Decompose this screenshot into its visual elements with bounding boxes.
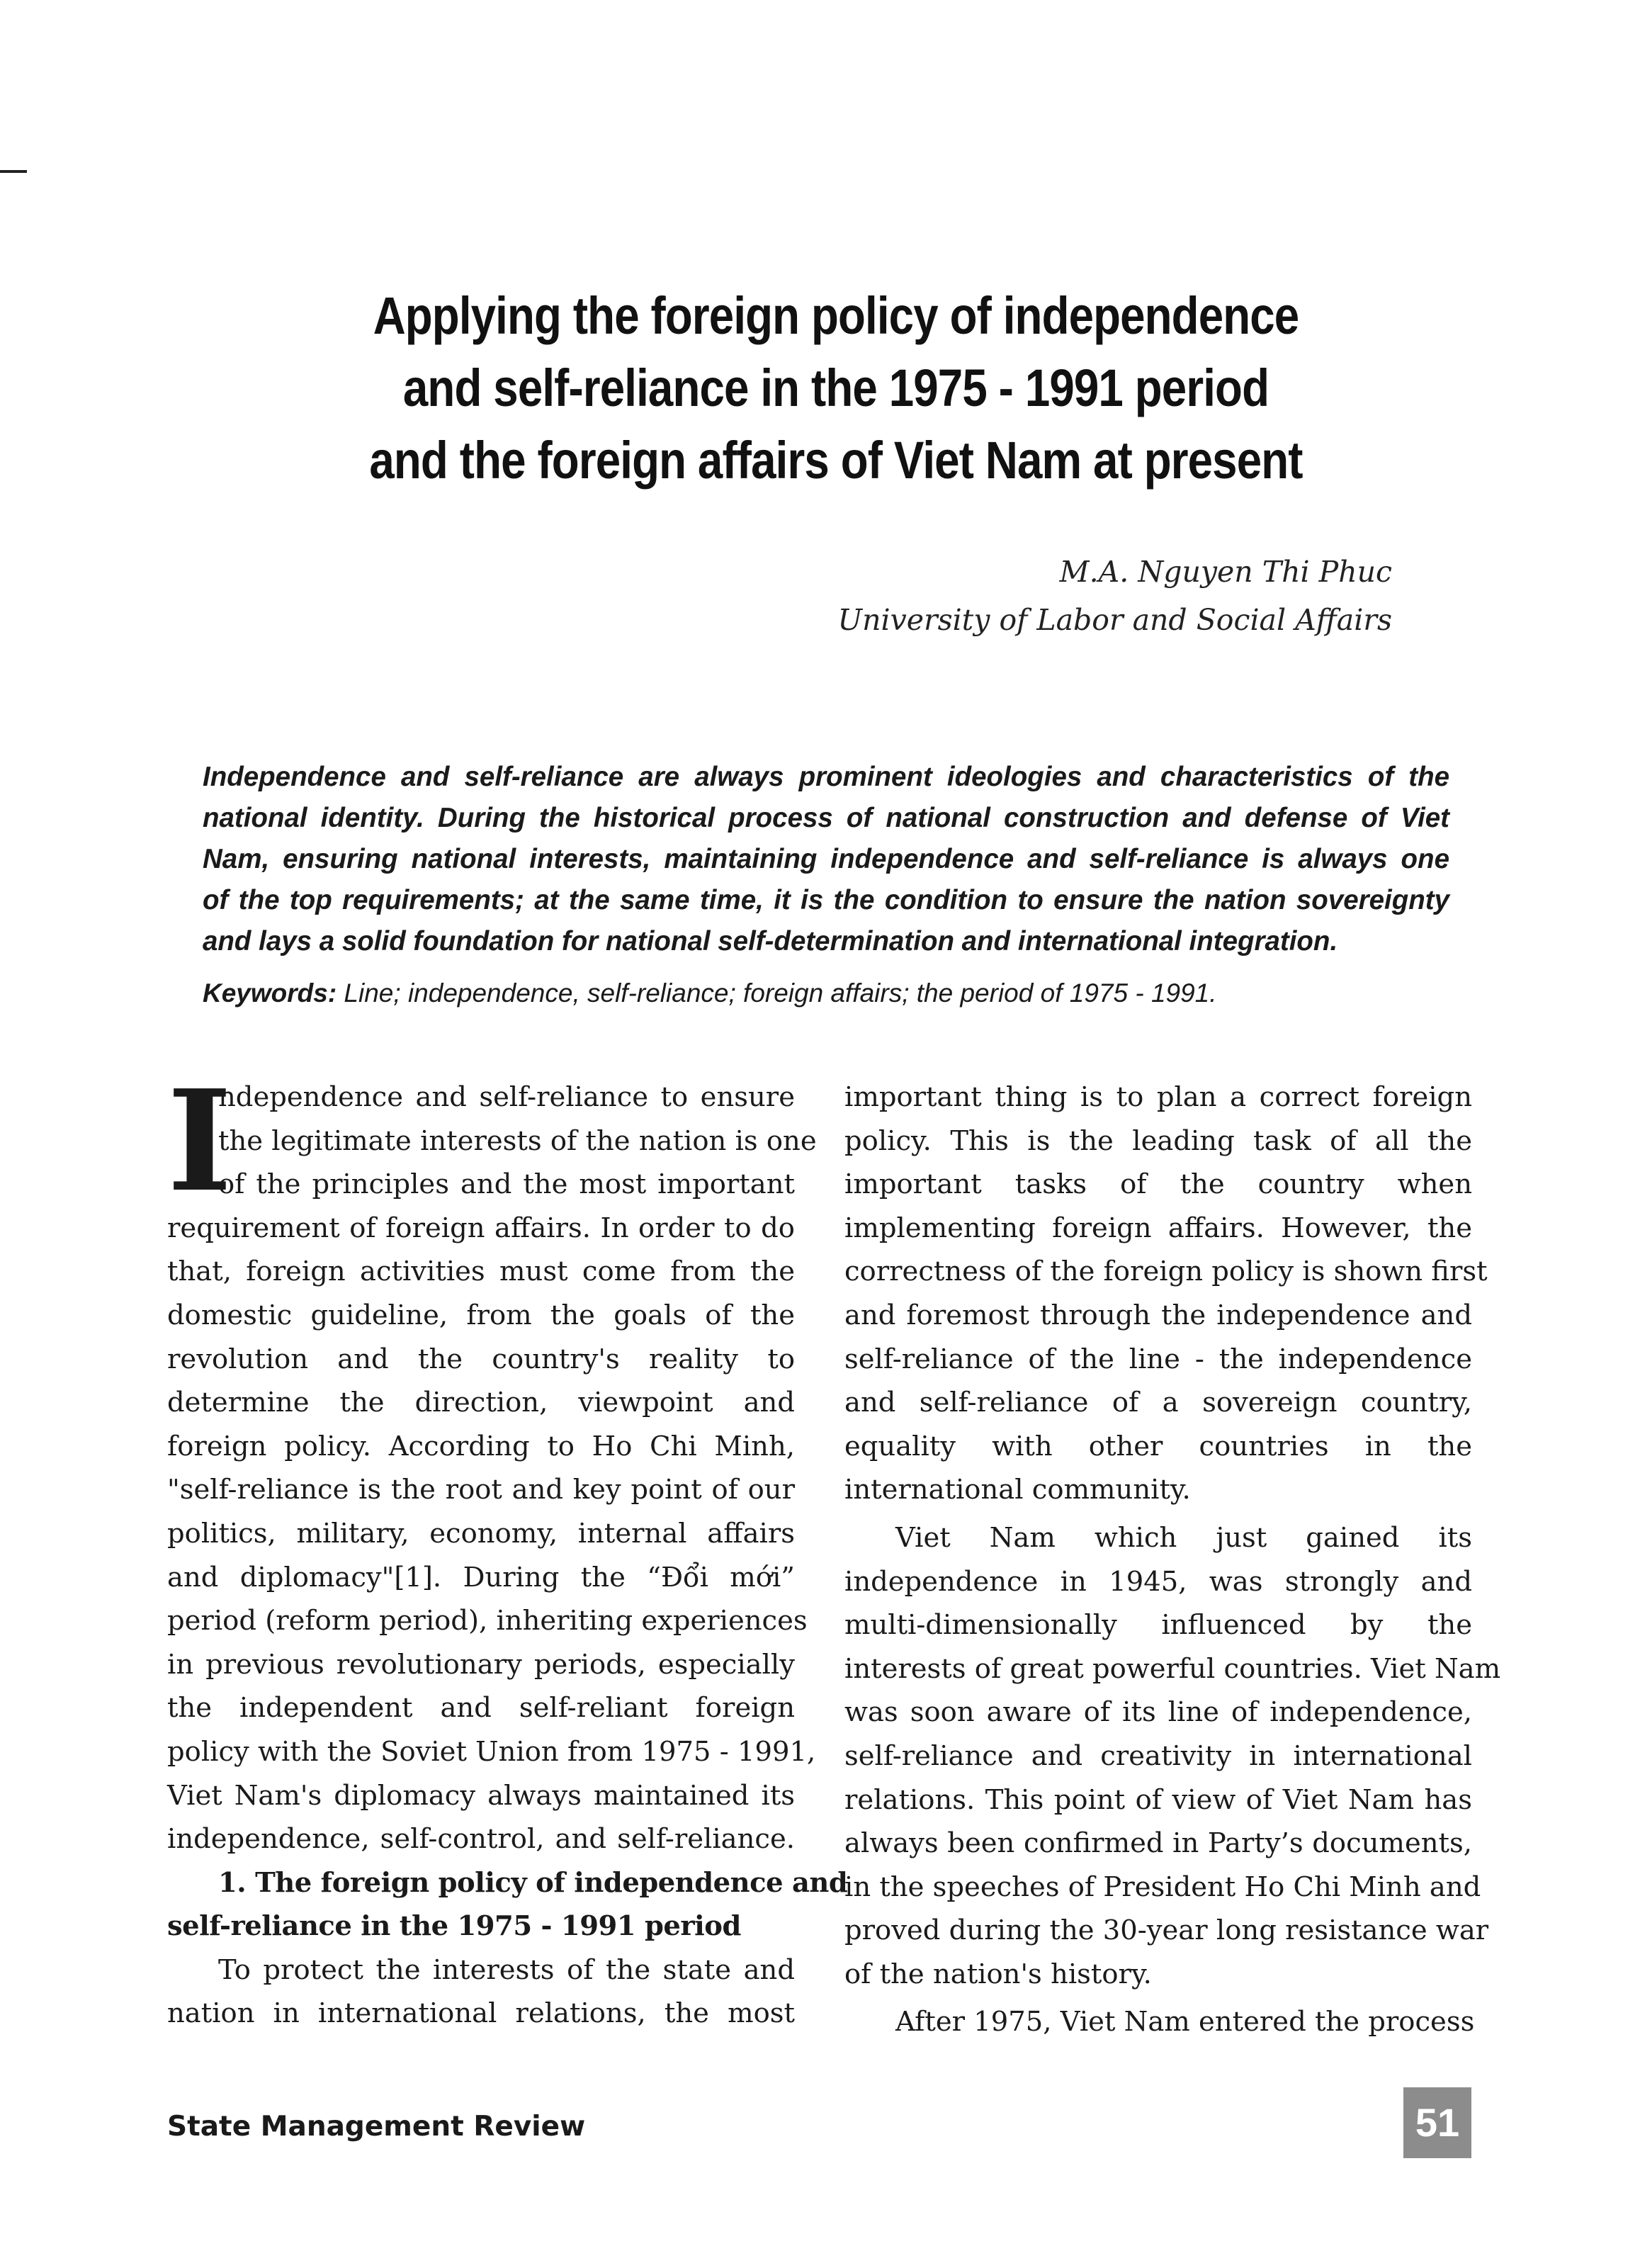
body-line: proved during the 30-year long resistance war <box>844 1914 1489 1947</box>
body-line: in previous revolutionary periods, especially <box>167 1648 795 1681</box>
author-name: M.A. Nguyen Thi Phuc <box>1059 555 1392 589</box>
right-column <box>844 1076 1501 2044</box>
left-column <box>167 1060 848 2036</box>
body-line: relations. This point of view of Viet Nam has <box>844 1783 1472 1816</box>
body-line: self-reliance and creativity in international <box>844 1739 1472 1772</box>
keywords <box>203 974 1449 1013</box>
author-block <box>838 548 1392 644</box>
body-line: revolution and the country's reality to <box>167 1343 795 1375</box>
page-number: 51 <box>1403 2087 1471 2158</box>
body-line: interests of great powerful countries. Viet Nam <box>844 1652 1501 1685</box>
body-line: nation in international relations, the most <box>167 1997 795 2030</box>
body-line: period (reform period), inheriting experiences <box>167 1605 808 1637</box>
abstract-line: Independence and self-reliance are always prominent ideologies and characteristics of the <box>203 762 1449 792</box>
body-line: correctness of the foreign policy is shown first <box>844 1256 1488 1288</box>
body-line: and foremost through the independence and <box>844 1299 1472 1331</box>
section-heading: 1. The foreign policy of independence and <box>218 1866 848 1899</box>
body-line: requirement of foreign affairs. In order to do <box>167 1212 795 1244</box>
abstract-line: of the top requirements; at the same time, it is the condition to ensure the nation sovereignty <box>203 885 1449 915</box>
body-line: and self-reliance of a sovereign country, <box>844 1387 1472 1419</box>
section-heading: self-reliance in the 1975 - 1991 period <box>167 1910 741 1943</box>
body-line: domestic guideline, from the goals of the <box>167 1299 795 1331</box>
body-line: of the principles and the most important <box>218 1168 795 1201</box>
body-line: foreign policy. According to Ho Chi Minh, <box>167 1430 795 1462</box>
article-title <box>349 280 1323 497</box>
abstract-line: national identity. During the historical process of national construction and defense of Viet <box>203 803 1449 833</box>
body-line: To protect the interests of the state and <box>218 1953 795 1986</box>
body-line: self-reliance of the line - the independence <box>844 1343 1472 1375</box>
body-line: in the speeches of President Ho Chi Minh and <box>844 1871 1481 1903</box>
body-line: the independent and self-reliant foreign <box>167 1692 795 1725</box>
abstract-line: Nam, ensuring national interests, maintaining independence and self-reliance is always one <box>203 844 1449 874</box>
body-line: that, foreign activities must come from the <box>167 1256 795 1288</box>
body-line: independence in 1945, was strongly and <box>844 1565 1472 1598</box>
body-line: always been confirmed in Party’s documents, <box>844 1827 1472 1860</box>
body-line: Viet Nam's diplomacy always maintained its <box>167 1779 795 1812</box>
crop-mark <box>0 170 27 173</box>
body-line: policy. This is the leading task of all the <box>844 1124 1472 1157</box>
abstract <box>203 757 1449 962</box>
abstract-line: and lays a solid foundation for national self-determination and international integration. <box>203 926 1338 957</box>
title-line: and the foreign affairs of Viet Nam at present <box>369 431 1303 490</box>
body-line: the legitimate interests of the nation is one <box>218 1124 817 1157</box>
body-line: Viet Nam which just gained its <box>895 1521 1472 1554</box>
author-affiliation: University of Labor and Social Affairs <box>837 603 1392 637</box>
body-line: determine the direction, viewpoint and <box>167 1387 795 1419</box>
body-line: After 1975, Viet Nam entered the process <box>895 2006 1475 2038</box>
body-line: international community. <box>844 1474 1191 1506</box>
body-line: policy with the Soviet Union from 1975 - 1991, <box>167 1735 816 1768</box>
body-line: independence, self-control, and self-reliance. <box>167 1823 795 1856</box>
keywords-text: Line; independence, self-reliance; foreign affairs; the period of 1975 - 1991. <box>337 978 1217 1008</box>
body-line: important tasks of the country when <box>844 1168 1472 1201</box>
keywords-label: Keywords: <box>203 978 337 1008</box>
title-line: and self-reliance in the 1975 - 1991 period <box>402 359 1269 417</box>
title-line: Applying the foreign policy of independence <box>373 286 1299 345</box>
body-line: of the nation's history. <box>844 1958 1152 1990</box>
journal-name: State Management Review <box>167 2111 586 2143</box>
body-line: implementing foreign affairs. However, the <box>844 1212 1472 1244</box>
drop-cap: I <box>167 1060 232 1223</box>
body-line: ndependence and self-reliance to ensure <box>218 1081 795 1113</box>
body-line: and diplomacy"[1]. During the “Đổi mới” <box>167 1561 795 1593</box>
body-line: important thing is to plan a correct foreign <box>844 1081 1472 1113</box>
body-line: multi-dimensionally influenced by the <box>844 1609 1472 1642</box>
body-line: "self-reliance is the root and key point of our <box>167 1474 795 1506</box>
body-line: was soon aware of its line of independence, <box>844 1696 1472 1729</box>
body-line: equality with other countries in the <box>844 1430 1472 1462</box>
body-line: politics, military, economy, internal affairs <box>167 1517 795 1550</box>
